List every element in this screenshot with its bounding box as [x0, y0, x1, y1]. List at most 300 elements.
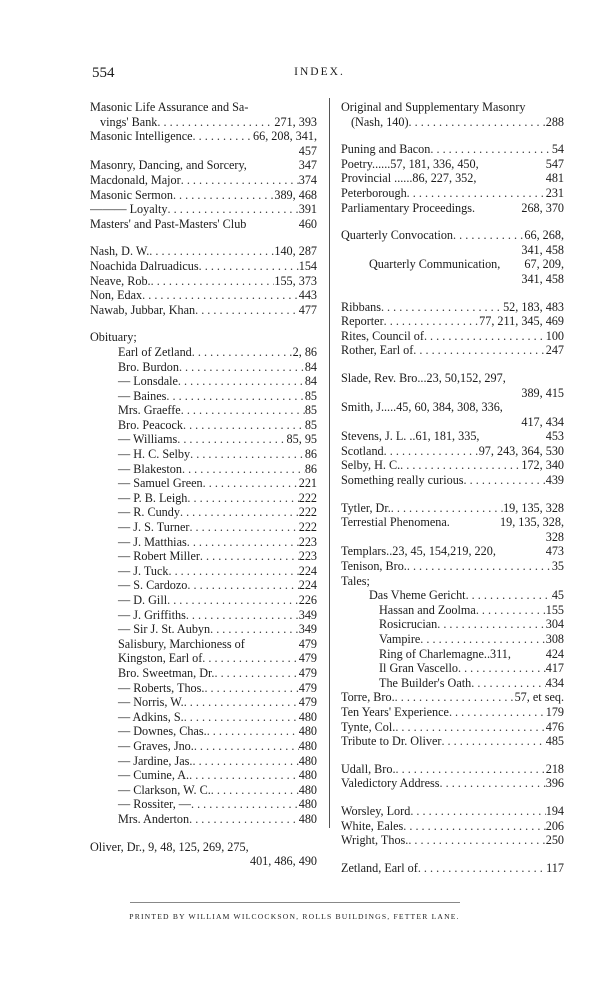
index-entry — [90, 418, 317, 433]
index-entry-line — [341, 559, 564, 574]
index-entry — [341, 819, 564, 834]
leader-dots — [168, 202, 299, 217]
index-entry-line — [341, 734, 564, 749]
index-entry-line — [341, 544, 564, 559]
entry-text: Oliver, Dr., 9, 48, 125, 269, 275, — [90, 839, 249, 854]
index-entry — [90, 535, 317, 550]
page-ref: 194 — [545, 803, 564, 818]
page-header — [92, 65, 547, 85]
entry-text: — H. C. Selby — [118, 447, 191, 462]
index-entry — [341, 142, 564, 157]
entry-gap — [90, 827, 317, 840]
index-entry — [90, 330, 317, 345]
page-ref: 308 — [545, 632, 564, 646]
index-entry — [90, 288, 317, 303]
page-ref: 155, 373 — [274, 273, 317, 288]
index-entry-line — [341, 343, 564, 358]
leader-dots — [214, 666, 298, 681]
page-ref: 117 — [546, 860, 564, 875]
entry-text: — Robert Miller — [118, 549, 200, 564]
index-entry-line — [90, 710, 317, 725]
index-entry-line — [90, 797, 317, 812]
index-entry-line — [341, 833, 564, 848]
entry-spacer — [450, 515, 500, 530]
index-entry — [90, 768, 317, 783]
index-entry — [90, 797, 317, 812]
page-ref: 218 — [545, 761, 564, 776]
page-ref: 250 — [545, 833, 564, 848]
entry-text: — R. Cundy — [118, 505, 180, 520]
page-ref: 140, 287 — [274, 244, 317, 259]
index-entry — [341, 400, 564, 429]
entry-gap — [341, 287, 564, 300]
page-ref: 547 — [545, 156, 564, 171]
leader-dots — [420, 632, 545, 647]
index-entry-line — [341, 515, 564, 530]
page-ref: 77, 211, 345, 469 — [479, 314, 564, 329]
index-entry — [90, 158, 317, 173]
page-ref: 222 — [298, 520, 317, 535]
page-ref: 86 — [304, 447, 317, 462]
index-entry — [90, 593, 317, 608]
entry-gap — [341, 749, 564, 762]
leader-dots — [192, 754, 298, 769]
leader-dots — [437, 617, 546, 632]
index-entry-line — [341, 400, 564, 415]
index-entry — [90, 754, 317, 769]
page-ref: 434 — [545, 675, 564, 690]
entry-text: Bro. Sweetman, Dr. — [118, 665, 215, 680]
index-entry-line — [341, 661, 564, 676]
index-entry — [90, 389, 317, 404]
leader-dots — [207, 724, 299, 739]
index-entry-line — [90, 476, 317, 491]
leader-dots — [471, 676, 545, 691]
page-ref: 424 — [545, 646, 564, 661]
entry-spacer — [479, 429, 545, 444]
index-entry-line — [90, 578, 317, 593]
index-entry — [90, 188, 317, 203]
entry-text: Tribute to Dr. Oliver — [341, 734, 442, 749]
index-entry — [90, 549, 317, 564]
index-entry-line — [341, 676, 564, 691]
page-ref: 480 — [298, 797, 317, 812]
index-entry-line — [90, 840, 317, 855]
index-entry — [341, 861, 564, 876]
index-entry-line — [341, 647, 564, 662]
index-entry-line — [90, 432, 317, 447]
index-entry — [341, 515, 564, 544]
page-ref: 19, 135, 328, — [500, 515, 564, 530]
page-ref: 52, 183, 483 — [503, 299, 564, 314]
leader-dots — [453, 228, 524, 243]
index-entry — [90, 520, 317, 535]
index-entry-line — [341, 574, 564, 589]
index-entry — [90, 274, 317, 289]
page-ref: 453 — [545, 429, 564, 444]
index-entry — [90, 217, 317, 232]
entry-text: Salisbury, Marchioness of — [118, 636, 245, 651]
entry-text: Bro. Peacock — [118, 417, 183, 432]
index-entry-line — [90, 724, 317, 739]
leader-dots — [192, 345, 293, 360]
entry-text: — J. S. Turner — [118, 520, 190, 535]
index-entry-line — [90, 418, 317, 433]
page-ref: 476 — [545, 719, 564, 734]
entry-spacer — [249, 840, 317, 855]
entry-text: Masonic Sermon — [90, 187, 173, 202]
page-ref: 35 — [551, 559, 564, 574]
index-entry — [90, 681, 317, 696]
leader-dots — [177, 432, 286, 447]
index-entry-line — [90, 188, 317, 203]
page-ref: 45 — [551, 588, 564, 603]
leader-dots — [408, 833, 545, 848]
index-entry-line — [90, 259, 317, 274]
leader-dots — [191, 797, 299, 812]
entry-text: Scotland — [341, 443, 384, 458]
page-ref: 86 — [304, 461, 317, 476]
index-entry-line — [341, 201, 564, 216]
page-ref: 19, 135, 328 — [503, 500, 564, 515]
page-ref: 304 — [545, 617, 564, 632]
index-entry — [90, 462, 317, 477]
entry-text: Stevens, J. L. ..61, 181, 335, — [341, 429, 480, 444]
page-ref: 223 — [298, 549, 317, 564]
entry-text: Non, Edax — [90, 288, 143, 303]
leader-dots — [391, 501, 503, 516]
index-entry — [90, 403, 317, 418]
entry-spacer — [500, 257, 524, 272]
page-ref: 231 — [545, 185, 564, 200]
index-entry-line — [90, 403, 317, 418]
page-ref: 66, 268, — [524, 228, 564, 243]
entry-spacer — [370, 574, 564, 589]
leader-dots — [203, 476, 299, 491]
index-entry — [90, 564, 317, 579]
index-entry — [90, 637, 317, 652]
index-entry-line — [90, 593, 317, 608]
entry-text: Zetland, Earl of — [341, 860, 418, 875]
entry-text: (Nash, 140) — [351, 114, 409, 129]
entry-text: — Jardine, Jas. — [118, 753, 193, 768]
entry-text: Nawab, Jubbar, Khan — [90, 302, 196, 317]
index-entry — [90, 739, 317, 754]
entry-text: — S. Cardozo — [118, 578, 188, 593]
index-entry — [341, 720, 564, 735]
index-column-left — [90, 100, 317, 869]
index-entry — [90, 345, 317, 360]
leader-dots — [211, 783, 299, 798]
entry-spacer — [137, 330, 317, 345]
entry-text: Neave, Rob. — [90, 273, 151, 288]
entry-text: Quarterly Communication, — [369, 257, 501, 272]
entry-gap — [341, 488, 564, 501]
leader-dots — [396, 762, 546, 777]
entry-spacer — [503, 400, 564, 415]
entry-text: Mrs. Graeffe — [118, 403, 181, 418]
index-entry-line — [90, 637, 317, 652]
leader-dots — [189, 812, 299, 827]
entry-gap — [341, 215, 564, 228]
index-entry — [90, 724, 317, 739]
entry-text: Mrs. Anderton — [118, 811, 190, 826]
index-entry-line — [90, 622, 317, 637]
entry-text: — P. B. Leigh — [118, 490, 188, 505]
page-ref: 179 — [545, 704, 564, 719]
index-entry-line — [90, 768, 317, 783]
index-entry-line — [90, 520, 317, 535]
index-entry-line — [90, 681, 317, 696]
index-entry — [341, 100, 564, 129]
entry-text: — Rossiter, — — [118, 797, 191, 812]
entry-text: Nash, D. W. — [90, 244, 150, 259]
leader-dots — [476, 603, 546, 618]
page-ref: 480 — [298, 709, 317, 724]
index-entry — [341, 734, 564, 749]
leader-dots — [167, 593, 299, 608]
leader-dots — [183, 418, 305, 433]
index-entry — [341, 603, 564, 618]
index-entry — [341, 186, 564, 201]
entry-text: Worsley, Lord — [341, 803, 411, 818]
index-entry-line — [90, 739, 317, 754]
entry-text: Templars..23, 45, 154,219, 220, — [341, 544, 496, 559]
entry-spacer — [506, 371, 564, 386]
entry-text: — Cumine, A. — [118, 768, 190, 783]
leader-dots — [182, 462, 305, 477]
index-entry — [341, 458, 564, 473]
entry-text: Noachida Dalruadicus — [90, 258, 199, 273]
index-entry-line — [90, 462, 317, 477]
index-entry — [90, 622, 317, 637]
entry-text: Masonry, Dancing, and Sorcery, — [90, 158, 247, 173]
entry-text: Wright, Thos. — [341, 833, 409, 848]
index-entry-line — [341, 157, 564, 172]
index-entry-line — [90, 129, 317, 144]
index-entry — [341, 171, 564, 186]
page-ref: 84 — [304, 359, 317, 374]
index-entry-line — [341, 776, 564, 791]
entry-text: Slade, Rev. Bro...23, 50,152, 297, — [341, 370, 506, 385]
page-ref: 67, 209, — [524, 257, 564, 272]
index-entry — [90, 666, 317, 681]
entry-text: — Samuel Green — [118, 476, 203, 491]
index-column-right — [341, 100, 564, 875]
page-ref-continued: 457 — [298, 143, 317, 158]
entry-text: ——— Loyalty — [90, 202, 168, 217]
index-entry-line — [341, 861, 564, 876]
page-ref: 347 — [298, 158, 317, 173]
leader-dots — [168, 564, 298, 579]
page-ref: 221 — [298, 476, 317, 491]
page-ref: 391 — [298, 202, 317, 217]
leader-dots — [381, 300, 503, 315]
page-ref: 97, 243, 364, 530 — [478, 443, 564, 458]
index-entry — [90, 173, 317, 188]
index-entry-line — [90, 288, 317, 303]
page-ref: 480 — [298, 811, 317, 826]
index-entry — [341, 157, 564, 172]
entry-text: Il Gran Vascello — [379, 661, 458, 676]
index-entry-line — [341, 429, 564, 444]
index-entry-line — [341, 142, 564, 157]
page-ref: 223 — [298, 534, 317, 549]
entry-text: Parliamentary Proceedings. — [341, 200, 476, 215]
page-ref: 288 — [545, 114, 564, 129]
entry-spacer — [496, 544, 546, 559]
leader-dots — [181, 173, 299, 188]
index-entry-line — [90, 345, 317, 360]
index-entry-line — [90, 666, 317, 681]
index-entry-line — [341, 501, 564, 516]
index-entry-line — [341, 444, 564, 459]
page-ref: 479 — [298, 636, 317, 651]
entry-text: — Roberts, Thos. — [118, 680, 205, 695]
index-entry — [341, 343, 564, 358]
index-entry — [341, 632, 564, 647]
page-ref: 85 — [304, 388, 317, 403]
entry-text: — Norris, W. — [118, 695, 184, 710]
entry-spacer — [245, 637, 299, 652]
page-ref: 85 — [304, 417, 317, 432]
page-ref: 477 — [298, 302, 317, 317]
page-ref: 479 — [298, 651, 317, 666]
page-ref: 222 — [298, 505, 317, 520]
page-ref: 155 — [545, 602, 564, 617]
index-entry-line — [90, 535, 317, 550]
index-entry-line — [90, 173, 317, 188]
printer-imprint: PRINTED BY WILLIAM WILCOCKSON, ROLLS BUILDINGS, FETTER LANE. — [129, 912, 460, 921]
entry-spacer — [476, 171, 545, 186]
leader-dots — [151, 274, 275, 289]
entry-text: — D. Gill — [118, 593, 168, 607]
entry-text: Valedictory Address — [341, 776, 440, 791]
index-entry-line — [90, 491, 317, 506]
page-ref: 479 — [298, 695, 317, 710]
index-entry — [90, 578, 317, 593]
index-entry — [341, 804, 564, 819]
entry-text: Macdonald, Major — [90, 172, 181, 187]
leader-dots — [424, 329, 546, 344]
leader-dots — [187, 491, 298, 506]
entry-spacer — [511, 647, 546, 662]
index-entry — [341, 329, 564, 344]
page-ref: 480 — [298, 782, 317, 797]
index-entry-line — [90, 754, 317, 769]
page-ref: 479 — [298, 680, 317, 695]
entry-gap — [341, 848, 564, 861]
entry-spacer — [247, 158, 299, 173]
entry-text: Das Vheme Gericht — [369, 588, 466, 603]
page-ref: 271, 393 — [274, 114, 317, 129]
index-entry — [341, 647, 564, 662]
page-ref: 172, 340 — [521, 458, 564, 473]
entry-text: White, Eales — [341, 818, 404, 833]
index-entry-heading — [341, 100, 564, 115]
entry-text: Tales; — [341, 573, 370, 588]
page-ref: 226 — [298, 593, 317, 607]
leader-dots — [464, 473, 546, 488]
index-entry-line — [90, 202, 317, 217]
index-entry — [90, 476, 317, 491]
leader-dots — [204, 681, 298, 696]
index-entry — [90, 432, 317, 447]
leader-dots — [458, 661, 546, 676]
entry-text: Poetry......57, 181, 336, 450, — [341, 156, 479, 171]
page-ref: 84 — [304, 374, 317, 389]
page-ref: 100 — [545, 328, 564, 343]
page-ref: 224 — [298, 563, 317, 578]
entry-text: Terrestial Phenomena. — [341, 515, 450, 530]
index-entry-line — [341, 186, 564, 201]
leader-dots — [179, 360, 305, 375]
leader-dots — [410, 804, 545, 819]
leader-dots — [190, 447, 305, 462]
index-entry-line — [341, 458, 564, 473]
entry-text: Original and Supplementary Masonry — [341, 100, 526, 114]
page-title: INDEX. — [294, 66, 345, 78]
leader-dots — [449, 705, 546, 720]
leader-dots — [466, 588, 552, 603]
index-entry-line — [341, 257, 564, 272]
index-entry — [90, 259, 317, 274]
leader-dots — [186, 608, 299, 623]
index-entry — [341, 371, 564, 400]
page-ref: 480 — [298, 724, 317, 739]
page-ref: 443 — [298, 288, 317, 303]
index-entry-line — [90, 651, 317, 666]
page-ref: 224 — [298, 578, 317, 593]
leader-dots — [184, 710, 299, 725]
index-entry — [90, 812, 317, 827]
leader-dots — [395, 720, 545, 735]
entry-text: Tynte, Col. — [341, 719, 396, 734]
index-entry — [341, 833, 564, 848]
entry-text: Vampire — [379, 632, 421, 646]
leader-dots — [193, 129, 253, 144]
page-ref: 2, 86 — [292, 344, 317, 359]
leader-dots — [407, 559, 552, 574]
index-entry — [341, 429, 564, 444]
index-entry — [90, 202, 317, 217]
entry-gap — [341, 791, 564, 804]
index-entry-line — [341, 762, 564, 777]
index-entry — [341, 574, 564, 589]
leader-dots — [189, 520, 298, 535]
index-entry — [341, 314, 564, 329]
entry-text: Peterborough — [341, 185, 407, 200]
leader-dots — [173, 188, 274, 203]
page-ref: 349 — [298, 622, 317, 637]
leader-dots — [430, 142, 551, 157]
entry-text: — Graves, Jno. — [118, 738, 194, 753]
leader-dots — [157, 115, 274, 130]
page-ref: 485 — [545, 734, 564, 749]
page-ref-continued: 389, 415 — [521, 385, 564, 400]
entry-text: Tytler, Dr. — [341, 500, 391, 515]
index-entry — [90, 491, 317, 506]
index-entry-line — [90, 783, 317, 798]
entry-text: — Adkins, S. — [118, 709, 184, 724]
page-ref: 389, 468 — [274, 187, 317, 202]
index-entry-line — [90, 217, 317, 232]
page-number: 554 — [92, 65, 115, 81]
leader-dots — [199, 259, 299, 274]
page-ref-continued: 417, 434 — [521, 414, 564, 429]
leader-dots — [210, 622, 299, 637]
index-entry-line — [341, 329, 564, 344]
